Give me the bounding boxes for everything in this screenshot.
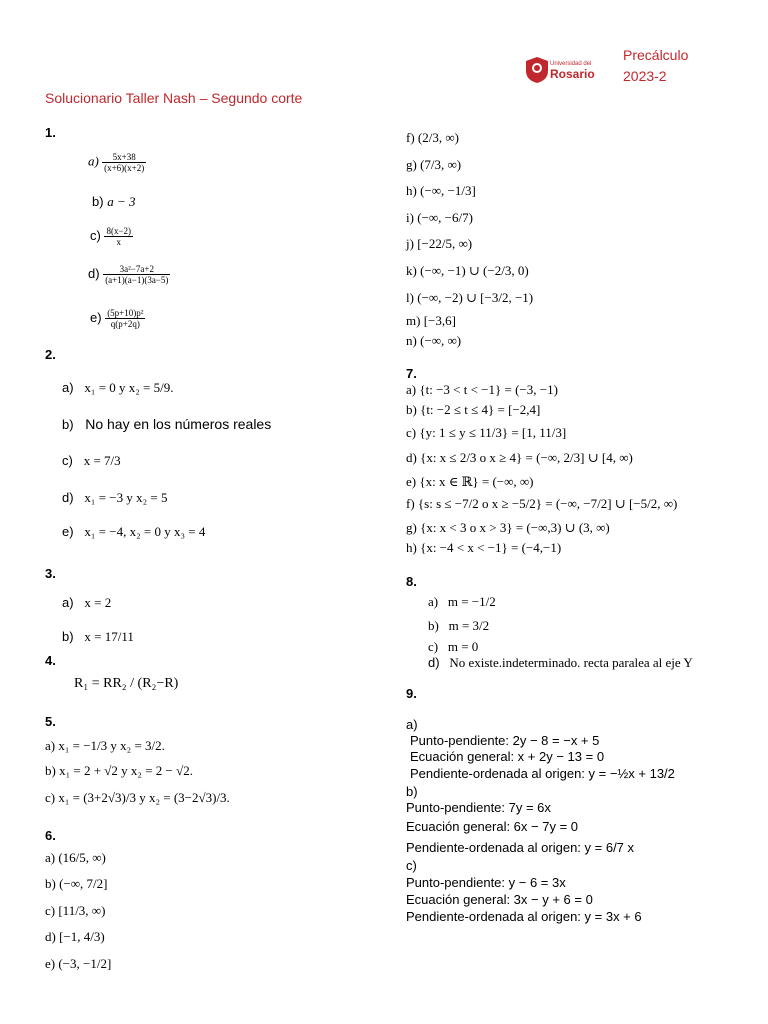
- s2-item-b: b) No hay en los números reales: [62, 416, 272, 432]
- s6-item-h: h) (−∞, −1/3]: [406, 183, 476, 198]
- s2-item-a: a) x₁ = 0 y x₂ = 5/9.: [62, 380, 174, 395]
- logo-text-top: Universidad del: [550, 61, 592, 67]
- s6-item-i: i) (−∞, −6/7): [406, 210, 473, 225]
- university-logo: [522, 55, 594, 85]
- s8-item-a: a) m = −1/2: [428, 594, 496, 609]
- s7-item-h: h) {x: −4 < x < −1} = (−4,−1): [406, 540, 562, 555]
- section-9-number: 9.: [406, 686, 417, 701]
- s6-item-l: l) (−∞, −2) ∪ [−3/2, −1): [406, 290, 534, 305]
- s9-b-line1: Punto-pendiente: 7y = 6x: [406, 800, 551, 815]
- section-1-number: 1.: [45, 125, 56, 140]
- s9-b-line3: Pendiente-ordenada al origen: y = 6/7 x: [406, 840, 635, 855]
- page-title: Solucionario Taller Nash – Segundo corte: [45, 90, 303, 106]
- s1-item-d: d) $\frac{\text{3a²−7a+2}}{(a+1)(a-1)(3a-5)}$: [88, 264, 169, 285]
- section-8-number: 8.: [406, 574, 417, 589]
- s1-item-b: b) a − 3: [92, 194, 136, 209]
- s5-item-c: c) x₁ = (3+2√3)/3 y x₂ = (3−2√3)/3.: [45, 790, 230, 805]
- section-3-number: 3.: [45, 566, 56, 581]
- s7-item-f: f) {s: s ≤ −7/2 o x ≥ −5/2} = (−∞, −7/2] ∪ [−5/2, ∞): [406, 496, 678, 511]
- s1-item-a: a) $\frac{5x+38}{(x+6)(x+2)}$: [88, 152, 145, 173]
- section-2-number: 2.: [45, 347, 56, 362]
- course-name: Precálculo: [623, 47, 689, 63]
- s7-item-e: e) {x: x ∈ ℝ} = (−∞, ∞): [406, 474, 534, 489]
- s6-item-a: a) (16/5, ∞): [45, 850, 106, 865]
- s6-item-e: e) (−3, −1/2]: [45, 956, 112, 971]
- s4-formula: R₁ = RR₂ / (R₂−R): [74, 676, 179, 691]
- rosario-shield-icon: [522, 55, 552, 85]
- logo-text-bottom: Rosario: [550, 67, 595, 81]
- s9-a-line1: Punto-pendiente: 2y − 8 = −x + 5: [410, 733, 600, 748]
- s6-item-m: m) [−3,6]: [406, 313, 456, 328]
- s6-item-k: k) (−∞, −1) ∪ (−2/3, 0): [406, 263, 529, 278]
- s2-item-e: e) x₁ = −4, x₂ = 0 y x₃ = 4: [62, 524, 206, 539]
- s9-b-line2: Ecuación general: 6x − 7y = 0: [406, 819, 579, 834]
- s6-item-c: c) [11/3, ∞): [45, 903, 106, 918]
- s6-item-g: g) (7/3, ∞): [406, 157, 462, 172]
- s7-item-g: g) {x: x < 3 o x > 3} = (−∞,3) ∪ (3, ∞): [406, 520, 610, 535]
- s8-item-b: b) m = 3/2: [428, 618, 490, 633]
- s9-a-line3: Pendiente-ordenada al origen: y = −½x + 13/2: [410, 766, 675, 781]
- section-7-number: 7.: [406, 366, 417, 381]
- section-5-number: 5.: [45, 714, 56, 729]
- s2-item-d: d) x₁ = −3 y x₂ = 5: [62, 490, 168, 505]
- s9-a-label: a): [406, 717, 418, 732]
- s1-item-e: e) $\frac{\text{(5p+10)p²}}{q(p+2q)}$: [90, 308, 144, 329]
- s6-item-f: f) (2/3, ∞): [406, 130, 459, 145]
- s9-c-line3: Pendiente-ordenada al origen: y = 3x + 6: [406, 909, 642, 924]
- s3-item-a: a) x = 2: [62, 595, 112, 610]
- s7-item-d: d) {x: x ≤ 2/3 o x ≥ 4} = (−∞, 2/3] ∪ [4, ∞): [406, 450, 633, 465]
- s9-c-line2: Ecuación general: 3x − y + 6 = 0: [406, 892, 593, 907]
- s6-item-d: d) [−1, 4/3): [45, 929, 105, 944]
- s7-item-c: c) {y: 1 ≤ y ≤ 11/3} = [1, 11/3]: [406, 425, 567, 440]
- s3-item-b: b) x = 17/11: [62, 629, 134, 644]
- section-6-number: 6.: [45, 828, 56, 843]
- s7-item-a: a) {t: −3 < t < −1} = (−3, −1): [406, 382, 558, 397]
- s6-item-n: n) (−∞, ∞): [406, 333, 462, 348]
- s9-a-line2: Ecuación general: x + 2y − 13 = 0: [410, 749, 605, 764]
- s8-item-d: d) No existe.indeterminado. recta paralea al eje Y: [428, 655, 693, 670]
- s9-b-label: b): [406, 784, 418, 799]
- section-4-number: 4.: [45, 653, 56, 668]
- s5-item-a: a) x₁ = −1/3 y x₂ = 3/2.: [45, 738, 165, 753]
- course-term: 2023-2: [623, 68, 667, 84]
- s9-c-label: c): [406, 858, 417, 873]
- s7-item-b: b) {t: −2 ≤ t ≤ 4} = [−2,4]: [406, 402, 541, 417]
- s9-c-line1: Punto-pendiente: y − 6 = 3x: [406, 875, 566, 890]
- s6-item-b: b) (−∞, 7/2]: [45, 876, 108, 891]
- s5-item-b: b) x₁ = 2 + √2 y x₂ = 2 − √2.: [45, 763, 193, 778]
- s2-item-c: c) x = 7/3: [62, 453, 121, 468]
- s6-item-j: j) [−22/5, ∞): [406, 236, 473, 251]
- s8-item-c: c) m = 0: [428, 639, 479, 654]
- s1-item-c: c) $\frac{8(x-2)}{x}$: [90, 226, 132, 247]
